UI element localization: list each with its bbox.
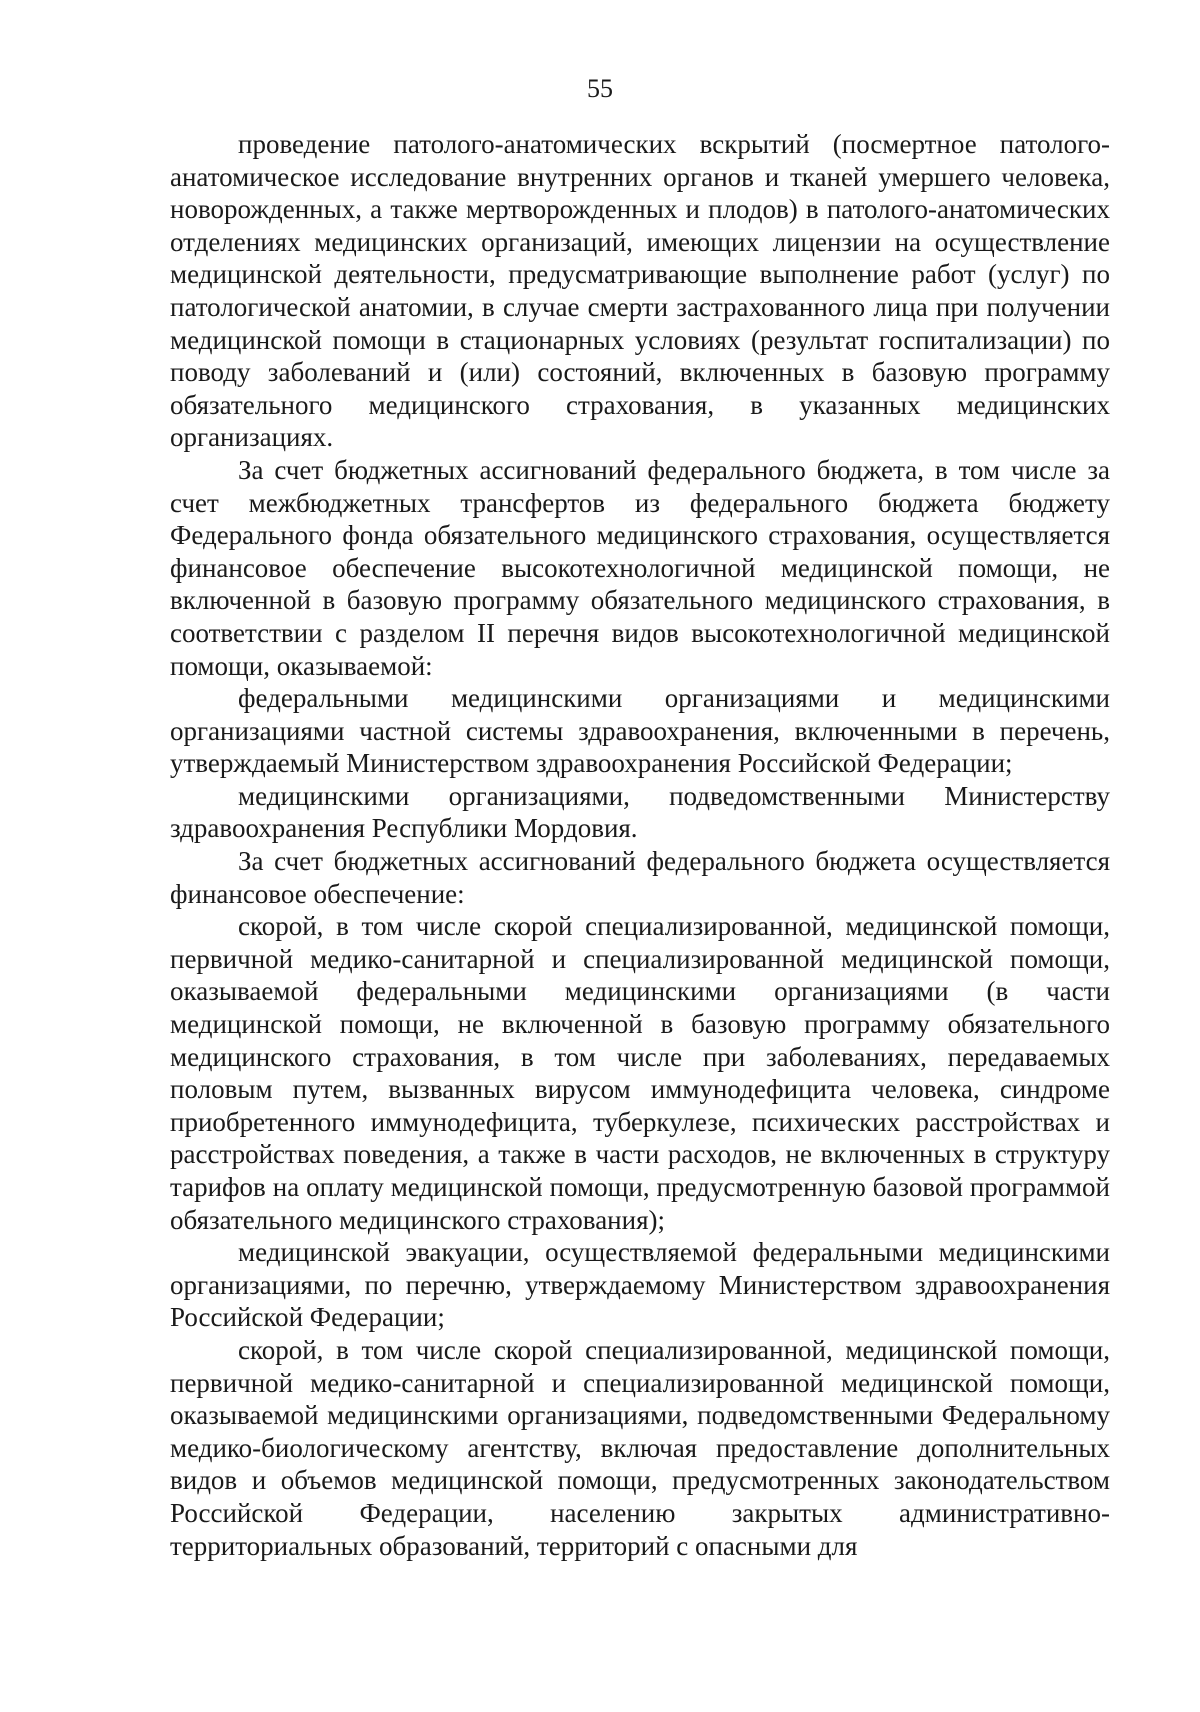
page-number: 55 <box>587 74 613 103</box>
paragraph-7: медицинской эвакуации, осуществляемой федеральными медицинскими организациями, по перечню, утверждаемому Министерством здравоохранения Российской Федерации; <box>170 1237 1110 1333</box>
paragraph-2: За счет бюджетных ассигнований федерального бюджета, в том числе за счет межбюджетных трансфертов из федерального бюджета бюджету Федерального фонда обязательного медицинского страхования, осуществляется финансовое обеспечение высокотехнологичной медицинской помощи, не включенной в базовую программу обязательного медицинского страхования, в соответствии с разделом II перечня видов высокотехнологичной медицинской помощи, оказываемой: <box>170 454 1110 681</box>
paragraph-6: скорой, в том числе скорой специализированной, медицинской помощи, первичной медико-санитарной и специализированной медицинской помощи, оказываемой федеральными медицинскими организациями (в части медицинской помощи, не включенной в базовую программу обязательного медицинского страхования, в том числе при заболеваниях, передаваемых половым путем, вызванных вирусом иммунодефицита человека, синдроме приобретенного иммунодефицита, туберкулезе, психических расстройствах и расстройствах поведения, а также в части расходов, не включенных в структуру тарифов на оплату медицинской помощи, предусмотренную базовой программой обязательного медицинского страхования); <box>170 911 1110 1235</box>
paragraph-3: федеральными медицинскими организациями и медицинскими организациями частной системы здравоохранения, включенными в перечень, утверждаемый Министерством здравоохранения Российской Федерации; <box>170 683 1110 779</box>
document-body <box>170 128 1110 1562</box>
paragraph-1: проведение патолого-анатомических вскрытий (посмертное патолого-анатомическое исследование внутренних органов и тканей умершего человека, новорожденных, а также мертворожденных и плодов) в патолого-анатомических отделениях медицинских организаций, имеющих лицензии на осуществление медицинской деятельности, предусматривающие выполнение работ (услуг) по патологической анатомии, в случае смерти застрахованного лица при получении медицинской помощи в стационарных условиях (результат госпитализации) по поводу заболеваний и (или) состояний, включенных в базовую программу обязательного медицинского страхования, в указанных медицинских организациях. <box>170 129 1110 453</box>
paragraph-8: скорой, в том числе скорой специализированной, медицинской помощи, первичной медико-санитарной и специализированной медицинской помощи, оказываемой медицинскими организациями, подведомственными Федеральному медико-биологическому агентству, включая предоставление дополнительных видов и объемов медицинской помощи, предусмотренных законодательством Российской Федерации, населению закрытых административно-территориальных образований, территорий с опасными для <box>170 1334 1110 1561</box>
paragraph-5: За счет бюджетных ассигнований федерального бюджета осуществляется финансовое обеспечение: <box>170 846 1110 909</box>
paragraph-4: медицинскими организациями, подведомственными Министерству здравоохранения Республики Мордовия. <box>170 780 1110 844</box>
